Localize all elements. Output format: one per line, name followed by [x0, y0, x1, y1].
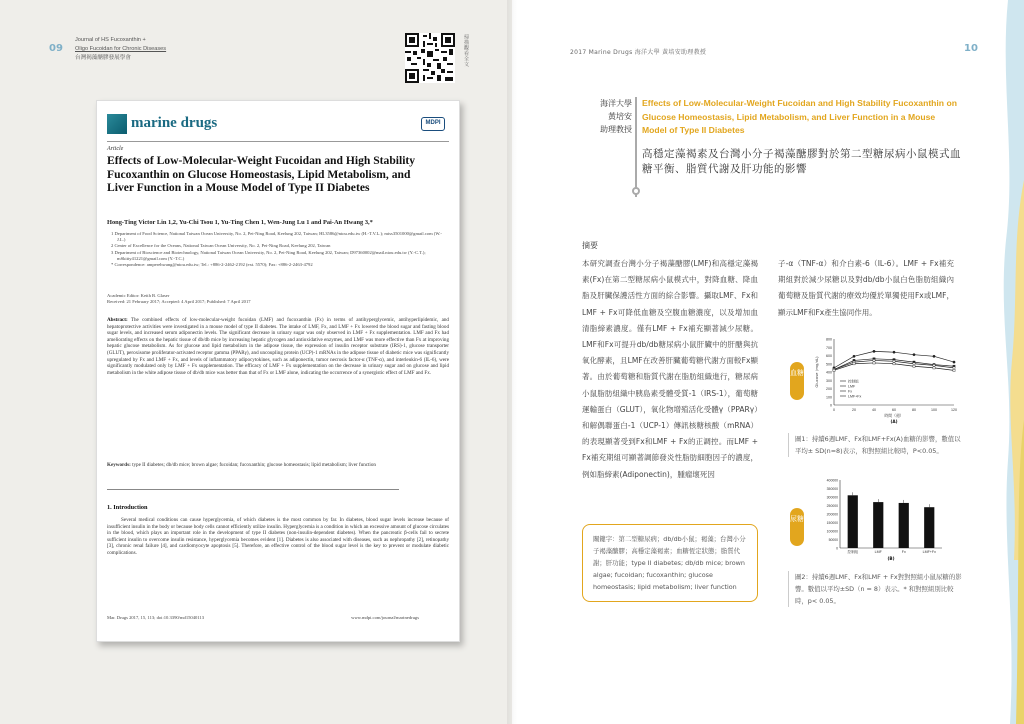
chinese-title: 高穩定藻褐素及台灣小分子褐藻醣膠對於第二型糖尿病小鼠模式血糖平衡、脂質代謝及肝功能的影響 [642, 148, 961, 175]
x-tick-label: 100 [931, 408, 937, 412]
affiliations [107, 231, 447, 268]
article-url: www.mdpi.com/journal/marinedrugs [351, 615, 419, 620]
y-tick-label: 300 [826, 378, 832, 383]
y-tick-label: 0 [830, 403, 832, 408]
left-page-number: 09 [49, 43, 63, 54]
data-point [873, 359, 875, 361]
professor-name [584, 97, 632, 136]
correspondence: * Correspondence: amperehwang@ntou.edu.tw; Tel.: +886-2-2462-2192 (ext. 5570); Fax: +886-2-2463-4792 [111, 262, 313, 268]
bar-chart-svg [812, 476, 962, 568]
y-tick-label: 350000 [826, 487, 838, 491]
journal-running-head [75, 36, 166, 63]
y-tick-label: 200 [826, 387, 832, 391]
affiliation-2: 2 Center of Excellence for the Oceans, National Taiwan Ocean University, No. 2, Pei-Ning Road, Keelung 202, Taiwan [111, 243, 331, 249]
y-tick-label: 50000 [828, 538, 838, 542]
y-tick-label: 250000 [826, 504, 838, 508]
running-head-line-3: 台灣褐藻醣膠發展學會 [75, 55, 131, 61]
abstract-text: The combined effects of low-molecular-weight fucoidan (LMF) and fucoxanthin (Fx) in terms of antihyperglycemic, antihyperlipidemic, and hepatoprotective activities were investigated in a mouse model of type II diabetes. The intake of LMF, Fx, and LMF + Fx lowered the blood sugar and fasting blood sugar levels, and increased serum adiponectin levels. The significant decrease in urinary sugar was only observed in LMF + Fx supplementation. LMF and Fx had ameliorating effects on the hepatic tissue of db/db mice by increasing hepatic glycogen and antioxidative enzymes, and LMF was more effective than Fx at improving hepatic glucose metabolism. As for glucose and lipid metabolism in the adipose tissue, the expression of insulin receptor substrate (IRS)-1, glucose transporter (GLUT), peroxisome proliferator-activated receptor gamma (PPARγ), and uncoupling protein (UCP)-1 mRNAs in the adipose tissue of diabetic mice was significantly upregulated by Fx and LMF + Fx, and levels of inflammatory adipocytokines, such as adiponectin, tumor necrosis factor-α (TNF-α), and interleukin-6 (IL-6), were significantly modulated only by LMF + Fx supplementation. The efficacy of LMF + Fx supplementation on the decrease in urinary sugar and on glucose and lipid metabolism in the white adipose tissue of db/db mice was better than that of Fx or LMF alone, indicating the occurrence of a synergistic effect of LMF and Fx. [107, 317, 449, 376]
data-point [933, 367, 935, 369]
data-point [893, 363, 895, 365]
bar [899, 503, 909, 548]
blood-sugar-tab: 血糖 [790, 362, 804, 400]
figure-1-line-chart [812, 333, 962, 425]
article-page-image [96, 100, 460, 642]
y-tick-label: 400 [826, 370, 832, 375]
prof-university: 海洋大學 [600, 99, 632, 108]
bar [848, 495, 858, 548]
abstract-label: Abstract: [107, 317, 128, 323]
category-label: LMF [874, 550, 882, 554]
english-title: Effects of Low-Molecular-Weight Fucoidan and High Stability Fucoxanthin on Glucose Homeostasis, Lipid Metabolism, and Liver Function in a Mouse Model of Type II Diabetes [642, 98, 957, 135]
category-label: LMF+Fx [922, 550, 936, 554]
x-tick-label: 20 [852, 408, 856, 412]
right-running-head: 2017 Marine Drugs 海洋大學 黃培安助理教授 [570, 49, 707, 56]
category-label: Fx [901, 550, 906, 554]
data-point [873, 362, 875, 364]
abstract-zh-column-1: 本研究調查台灣小分子褐藻醣膠(LMF)和高穩定藻褐素(Fx)在第二型糖尿病小鼠模式中，對降血糖、降血脂及肝臟保護活性方面的綜合影響。攝取LMF、Fx和LMF + Fx可降低血糖及空腹血糖濃度，以及增加血清脂締素濃度。僅有LMF + Fx補充顯著減少尿糖。LMF和Fx可提升db/db糖尿病小鼠肝臟中的肝醣與抗氧化酵素，且LMF在改善肝臟葡萄糖代謝方面較Fx顯著。由於葡萄糖和脂質代謝在脂肪組織進行，糖尿病小鼠脂肪組織中胰島素受體受質-1（IRS-1），葡萄糖運輸蛋白（GLUT），氧化物增殖活化受體γ（PPARγ）和解偶聯蛋白-1（UCP-1）傳訊核糖核酸（mRNA）的表現顯著受到Fx和LMF + Fx的正調控。而LMF + Fx補充期組可顯著調節發炎性脂肪細胞因子的濃度，例如脂締素(Adiponectin)，腫瘤壞死因 [582, 259, 758, 479]
data-point [853, 363, 855, 365]
right-page [512, 0, 1024, 724]
x-tick-label: 60 [892, 408, 896, 412]
article-dates [107, 293, 251, 305]
keywords-text: type II diabetes; db/db mice; brown algae; fucoidan; fucoxanthin; glucose homeostasis; lipid metabolism; liver function [132, 462, 376, 468]
data-point [933, 364, 935, 366]
article-citation: Mar. Drugs 2017, 15, 113; doi:10.3390/md15040113 [107, 615, 205, 620]
x-tick-label: 80 [912, 408, 916, 412]
y-tick-label: 800 [826, 337, 832, 342]
urine-sugar-tab: 尿糖 [790, 508, 804, 546]
running-head-line-2: Oligo Fucoidan for Chronic Diseases [75, 46, 167, 52]
x-tick-label: 40 [872, 408, 876, 412]
academic-editor: Academic Editor: Keith B. Glaser [107, 293, 170, 298]
data-point [873, 350, 875, 352]
y-tick-label: 400000 [826, 478, 838, 483]
x-tick-label: 120 [951, 408, 957, 412]
prof-title: 助理教授 [600, 125, 632, 134]
legend-label: LMF [848, 384, 856, 389]
article-title: Effects of Low-Molecular-Weight Fucoidan and High Stability Fucoxanthin on Glucose Homeostasis, Lipid Metabolism, and Liver Function in a Mouse Model of Type II Diabetes [107, 154, 416, 194]
y-tick-label: 300000 [826, 495, 838, 500]
y-tick-label: 200000 [826, 512, 838, 517]
y-axis-title: Glucose (mg/dL) [814, 356, 819, 388]
y-tick-label: 100000 [826, 529, 838, 534]
bar [924, 507, 934, 548]
x-axis-title: 時間（週） [884, 413, 904, 418]
abstract-heading-zh: 摘要 [582, 241, 598, 250]
data-point [833, 369, 835, 371]
qr-caption: 掃描觀看全文 [463, 34, 469, 67]
panel-label: (B) [887, 556, 895, 561]
data-point [913, 363, 915, 365]
data-point [893, 351, 895, 353]
qr-code[interactable] [405, 33, 455, 83]
title-divider-dot [632, 187, 640, 195]
data-point [953, 367, 955, 369]
y-tick-label: 600 [826, 354, 832, 358]
running-head-line-1: Journal of HS Fucoxanthin + [75, 37, 146, 43]
keywords-rule [107, 489, 399, 490]
data-point [913, 365, 915, 367]
figure-1-caption: 圖1：持續6週LMF、Fx和LMF+Fx(A)血糖的影響，數值以平均± SD(n=8)表示，和對照組比較時，P<0.05。 [788, 433, 966, 457]
journal-name: marine drugs [131, 115, 218, 131]
article-keywords [107, 462, 449, 469]
keywords-box: 關鍵字：第二型糖尿病；db/db小鼠；褐藻；台灣小分子褐藻醣膠；高穩定藻褐素；血糖恆定狀態；脂質代謝；肝功能；type II diabetes; db/db mice; brown algae; fucoidan; fucoxanthin; glucose homeostasis; lipid metabolism; liver function [582, 524, 758, 602]
page-gutter-shadow [507, 0, 517, 724]
intro-text: Several medical conditions can cause hyperglycemia, of which diabetes is the most common by far. In diabetes, blood sugar levels increase because of insufficient insulin in the body or because body cells cannot efficiently utilize insulin. Hyperglycemia is a condition in which an excessive amount of glucose circulates in the blood, which plays an important role in the development of type II diabetes (non-insulin-dependent diabetes). When the pancreatic β-cells fail to secrete sufficient insulin to overcome insulin resistance, hyperglycemia becomes evident [1]. Diabetes is also associated with diseases, such as nephropathy [2], retinopathy [3], chronic renal failure [4], and cardiomyocyte apoptosis [5]. Therefore, an effective control of the blood sugar level is the key to prevent or modulate diabetic complications. [107, 517, 449, 556]
decorative-side-wave [998, 0, 1024, 724]
prof-name: 黃培安 [608, 112, 632, 121]
article-abstract [107, 317, 449, 376]
data-point [913, 353, 915, 355]
affiliation-3: 3 Department of Bioscience and Biotechnology, National Taiwan Ocean University, No. 2, Pei-Ning Road, Keelung 202, Taiwan; D97360002@mail.ntou.edu.tw (Y.-C.T.); mSkitty41221@gmail.com (Y.-T.C.) [111, 249, 426, 261]
journal-logo-icon [107, 114, 127, 134]
y-tick-label: 150000 [826, 521, 838, 525]
keywords-label: Keywords: [107, 462, 131, 468]
y-tick-label: 100 [826, 395, 832, 400]
legend-label: Fx [848, 389, 852, 394]
data-point [933, 355, 935, 357]
header-rule [107, 141, 449, 142]
data-point [893, 360, 895, 362]
figure-2-caption: 圖2：持續6週LMF、Fx和LMF + Fx對對照組小鼠尿糖的影響。數值以平均±SD（n = 8）表示。* 和對照組別比較時，p< 0.05。 [788, 571, 966, 607]
received-dates: Received: 21 February 2017; Accepted: 4 April 2017; Published: 7 April 2017 [107, 299, 251, 305]
data-point [953, 369, 955, 371]
right-page-number: 10 [964, 43, 978, 54]
data-point [853, 355, 855, 357]
bar [873, 502, 883, 548]
publisher-logo: MDPI [421, 117, 445, 131]
x-tick-label: 0 [833, 408, 835, 412]
figure-2-bar-chart [812, 476, 962, 568]
title-divider-line [635, 97, 637, 197]
legend-label: LMF+Fx [848, 394, 862, 399]
y-tick-label: 0 [836, 546, 838, 551]
article-authors: Hong-Ting Victor Lin 1,2, Yu-Chi Tsou 1, Yu-Ting Chen 1, Wen-Jung Lu 1 and Pai-An Hwang 3,* [107, 219, 373, 226]
line-chart-svg [812, 333, 962, 425]
intro-heading: 1. Introduction [107, 504, 148, 511]
legend-label: 控制組 [848, 379, 859, 384]
y-tick-label: 700 [826, 345, 832, 350]
affiliation-1: 1 Department of Food Science, National Taiwan Ocean University, No. 2, Pei-Ning Road, Keelung 202, Taiwan; HL3586@ntou.edu.tw (H.-T.V.L.); miss3501000@gmail.com (W.-J.L.) [111, 231, 442, 243]
article-type: Article [107, 146, 124, 152]
data-point [953, 361, 955, 363]
abstract-zh-column-2: 子-α（TNF-α）和介白素-6（IL-6）。LMF + Fx補充期組對於減少尿糖以及對db/db小鼠白色脂肪組織內葡萄糖及脂質代謝的療效均優於單獨使用Fx或LMF，顯示LMF和Fx產生協同作用。 [778, 259, 954, 317]
panel-label: (A) [890, 419, 898, 424]
y-tick-label: 500 [826, 362, 832, 367]
category-label: 控制組 [847, 550, 859, 554]
